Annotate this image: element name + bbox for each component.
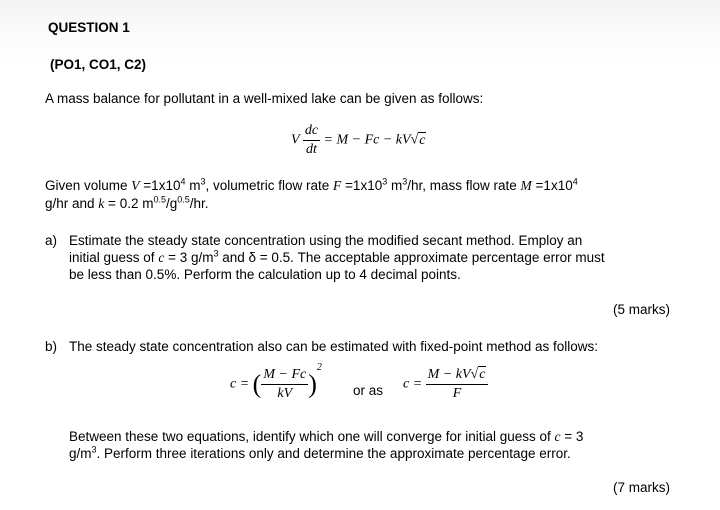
part-b-unit: g/m <box>69 446 92 461</box>
given-v-symbol: V <box>131 178 140 193</box>
part-b-c-symbol: c <box>554 429 561 444</box>
or-as-text: or as <box>353 383 384 398</box>
eq1-lhs: c = <box>230 376 250 392</box>
part-b-text-2: . Perform three iterations only and determine the approximate percentage error. <box>96 446 571 461</box>
part-a-c-exponent: 3 <box>213 248 219 259</box>
eq-denominator: dt <box>305 142 317 157</box>
eq1-numerator: M − Fc <box>261 366 308 385</box>
fixed-point-equation-1 <box>230 362 322 403</box>
sqrt-sign: √ <box>410 132 419 148</box>
part-b-marks: (7 marks) <box>613 480 670 495</box>
given-text-4: g/hr and <box>45 196 99 211</box>
outcomes-label: (PO1, CO1, C2) <box>50 57 147 72</box>
given-m-symbol: M <box>520 178 532 193</box>
intro-text: A mass balance for pollutant in a well-mixed lake can be given as follows: <box>45 91 484 106</box>
given-text: Given volume <box>45 178 132 193</box>
given-v-exponent: 4 <box>180 176 186 187</box>
given-k-mid: /g <box>165 196 178 211</box>
fixed-point-equation-2 <box>403 366 488 403</box>
given-k-symbol: k <box>98 196 105 211</box>
part-b-label: b) <box>45 339 58 354</box>
given-f-exponent: 3 <box>382 176 388 187</box>
eq-rhs: = M − Fc − kV <box>323 132 411 148</box>
part-b-unit-exp: 3 <box>91 444 97 455</box>
given-line-1 <box>45 178 578 194</box>
part-a-text-2: and δ = 0.5. The acceptable approximate percentage error must <box>218 250 605 265</box>
given-m-exponent: 4 <box>572 176 578 187</box>
given-k-exp1: 0.5 <box>153 194 166 205</box>
eq2-numerator-text: M − kV <box>427 367 471 382</box>
left-paren: ( <box>252 369 262 399</box>
eq-radicand: c <box>419 132 426 148</box>
part-a-text: initial guess of <box>69 250 159 265</box>
given-f-value: =1x10 <box>341 178 383 193</box>
eq2-radicand: c <box>479 367 486 382</box>
given-f-unit: m <box>387 178 403 193</box>
given-v-unit-exp: 3 <box>200 176 206 187</box>
given-k-exp2: 0.5 <box>177 194 190 205</box>
eq-coef-v: V <box>291 132 300 148</box>
given-m-value: =1x10 <box>531 178 573 193</box>
part-a-label: a) <box>45 233 58 248</box>
given-v-unit: m <box>185 178 201 193</box>
given-text-2: , volumetric flow rate <box>205 178 334 193</box>
given-k-value: 0.2 m <box>119 196 154 211</box>
eq2-fraction <box>426 366 489 403</box>
part-a-line-1: Estimate the steady state concentration using the modified secant method. Employ an <box>69 233 583 248</box>
given-k-equals: = <box>104 196 120 211</box>
part-b-c-value: = 3 <box>560 429 584 444</box>
eq1-fraction <box>261 366 308 403</box>
part-b-line-3 <box>69 446 571 461</box>
part-b-text: Between these two equations, identify which one will converge for initial guess of <box>69 429 555 444</box>
eq-fraction-dc-dt <box>303 122 320 159</box>
part-b-line-2 <box>69 429 583 445</box>
eq2-numerator <box>426 366 489 385</box>
eq1-denominator: kV <box>277 386 293 401</box>
question-title: QUESTION 1 <box>48 20 130 35</box>
part-a-line-3: be less than 0.5%. Perform the calculation up to 4 decimal points. <box>69 267 461 282</box>
right-paren: ) <box>308 369 317 399</box>
part-a-marks: (5 marks) <box>613 302 670 317</box>
sqrt-sign-2: √ <box>470 367 479 382</box>
given-v-value: =1x10 <box>139 178 181 193</box>
given-f-symbol: F <box>333 178 342 193</box>
part-a-c-symbol: c <box>158 250 165 265</box>
eq2-denominator: F <box>452 386 462 401</box>
part-a-c-value: = 3 g/m <box>164 250 214 265</box>
eq1-power: 2 <box>316 362 322 374</box>
eq2-lhs: c = <box>403 376 423 392</box>
main-equation <box>291 122 426 159</box>
given-line-2 <box>45 196 209 212</box>
given-k-tail: /hr. <box>189 196 209 211</box>
part-b-line-1: The steady state concentration also can be estimated with fixed-point method as follows: <box>69 339 599 354</box>
given-text-3: /hr, mass flow rate <box>407 178 521 193</box>
eq-numerator: dc <box>303 122 320 141</box>
part-a-line-2 <box>69 250 605 266</box>
given-f-unit-exp: 3 <box>402 176 408 187</box>
